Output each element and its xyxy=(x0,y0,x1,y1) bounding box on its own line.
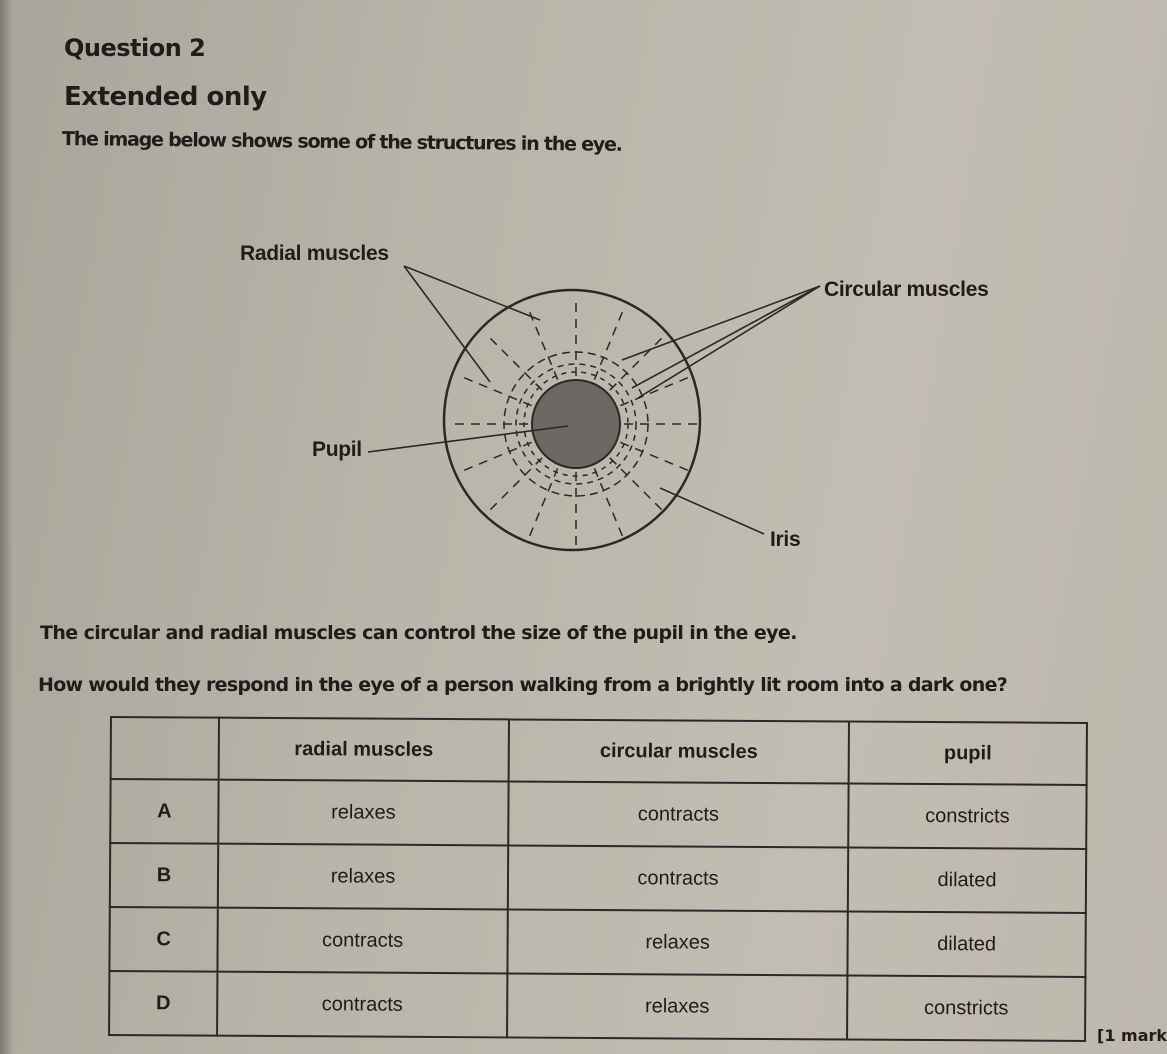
option-letter[interactable]: A xyxy=(110,779,218,844)
radial-cell: relaxes xyxy=(218,844,508,910)
circular-cell: relaxes xyxy=(507,973,847,1039)
option-letter[interactable]: D xyxy=(109,971,217,1036)
circular-cell: contracts xyxy=(508,845,848,911)
circular-cell: contracts xyxy=(508,781,848,847)
radial-muscle-line xyxy=(610,336,664,390)
circular-cell: relaxes xyxy=(507,909,847,975)
radial-muscle-line xyxy=(461,442,531,471)
intro-text: The image below shows some of the structures in the eye. xyxy=(61,128,622,156)
radial-cell: relaxes xyxy=(218,780,508,846)
header-pupil: pupil xyxy=(849,722,1087,785)
question-subtitle: Extended only xyxy=(64,82,267,112)
radial-muscles-label: Radial muscles xyxy=(240,242,389,265)
header-radial: radial muscles xyxy=(219,718,509,782)
iris-label: Iris xyxy=(770,528,801,551)
radial-muscle-line xyxy=(594,309,623,379)
iris-pointer xyxy=(660,488,764,534)
circular-pointer-1 xyxy=(622,286,820,360)
header-circular: circular muscles xyxy=(509,719,849,783)
circular-pointer-2 xyxy=(632,286,820,388)
radial-cell: contracts xyxy=(217,972,507,1038)
option-letter[interactable]: C xyxy=(109,907,217,972)
radial-muscle-line xyxy=(529,468,558,538)
pupil-label: Pupil xyxy=(312,438,362,461)
pupil-cell: dilated xyxy=(848,848,1086,913)
answer-table xyxy=(108,716,1088,1042)
table-row[interactable] xyxy=(110,779,1086,849)
pupil-cell: constricts xyxy=(847,976,1085,1041)
pupil-circle xyxy=(532,380,620,468)
radial-muscle-line xyxy=(488,458,542,512)
question-title: Question 2 xyxy=(64,34,206,62)
option-letter[interactable]: B xyxy=(110,843,218,908)
table-header-row xyxy=(111,717,1087,785)
pupil-cell: dilated xyxy=(847,912,1085,977)
circular-muscles-label: Circular muscles xyxy=(824,278,989,301)
table-row[interactable] xyxy=(110,843,1086,913)
table-row[interactable] xyxy=(109,907,1085,977)
radial-cell: contracts xyxy=(217,908,507,974)
pupil-cell: constricts xyxy=(848,784,1086,849)
question-paragraph-2: How would they respond in the eye of a person walking from a brightly lit room into a dark one? xyxy=(38,674,1008,696)
table-row[interactable] xyxy=(109,971,1085,1041)
question-paragraph-1: The circular and radial muscles can control the size of the pupil in the eye. xyxy=(40,622,797,644)
circular-pointer-3 xyxy=(638,286,820,398)
mark-allocation: [1 mark xyxy=(1097,1026,1167,1045)
header-empty xyxy=(111,717,219,780)
